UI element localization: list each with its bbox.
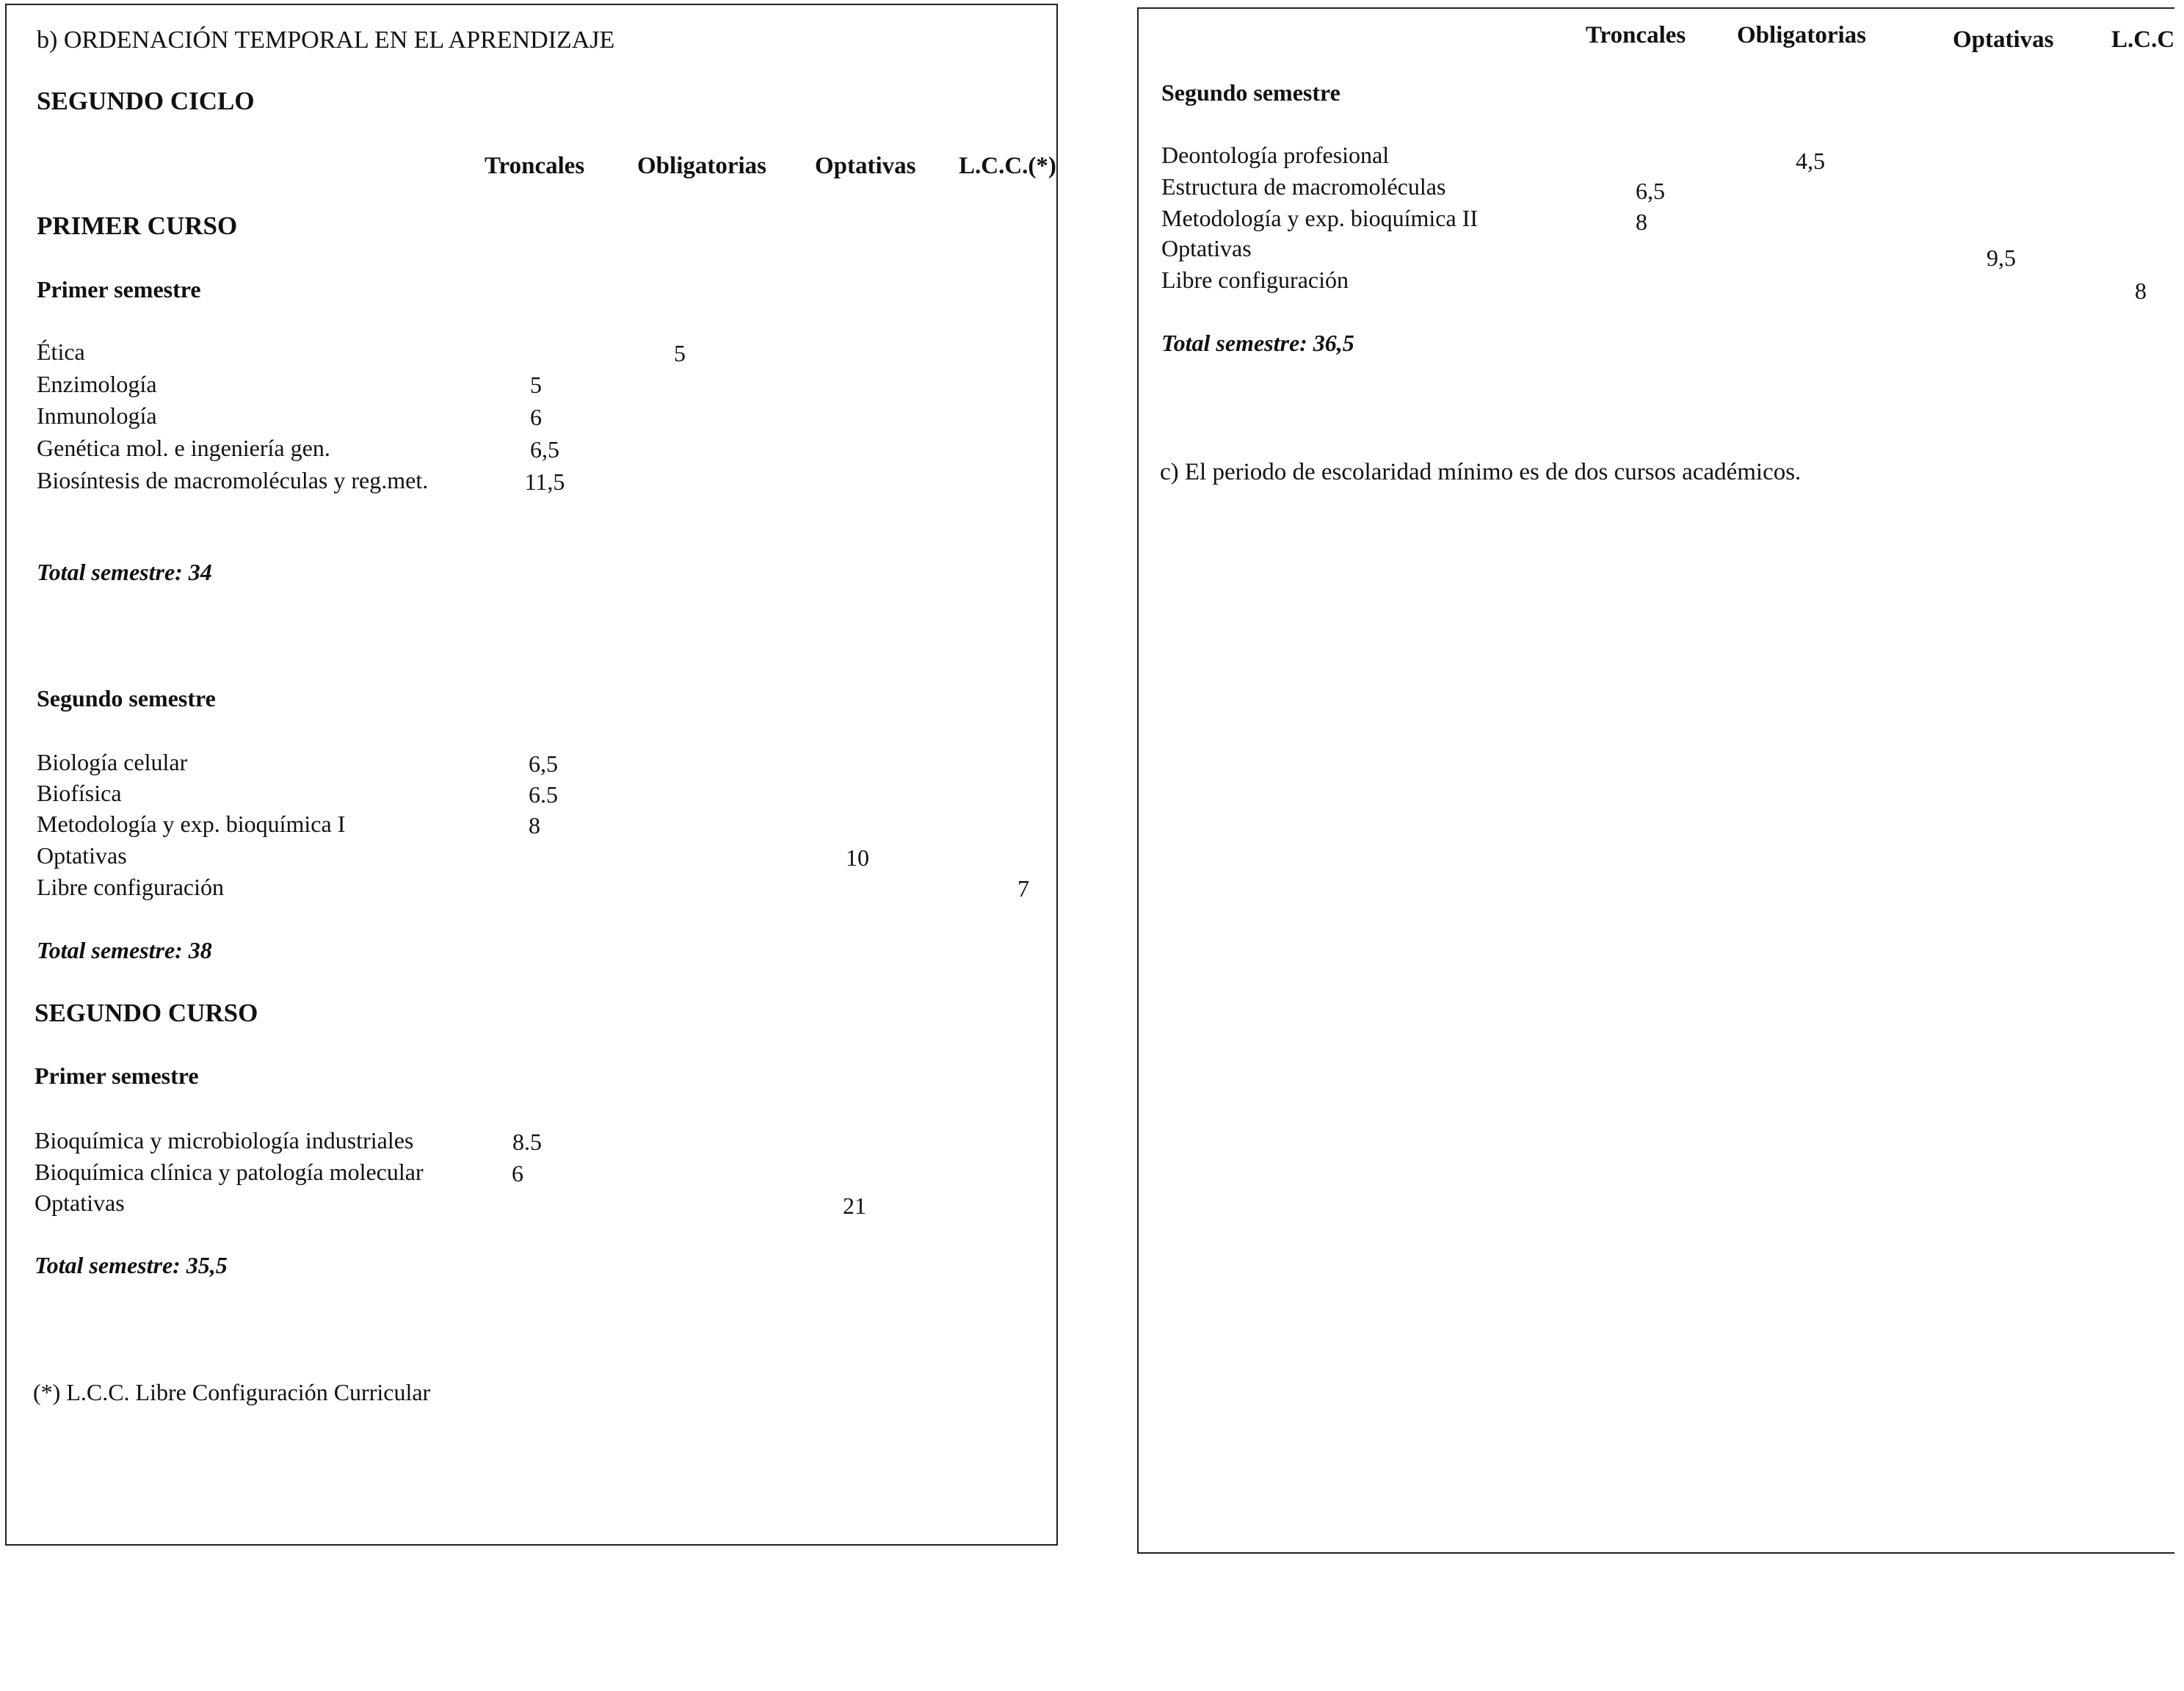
first-course-title: PRIMER CURSO: [37, 211, 238, 240]
second-course-title: SEGUNDO CURSO: [35, 999, 258, 1027]
subject-name: Optativas: [1161, 235, 1252, 261]
semester-title: Segundo semestre: [37, 685, 216, 711]
subject-name: Optativas: [35, 1190, 125, 1216]
troncales-value: 8.5: [512, 1129, 542, 1155]
subject-name: Bioquímica clínica y patología molecular: [35, 1159, 424, 1185]
cycle-title: SEGUNDO CICLO: [37, 87, 255, 115]
obligatorias-value: 5: [674, 340, 686, 366]
subject-name: Biofísica: [37, 780, 122, 806]
semester-total: Total semestre: 35,5: [35, 1252, 228, 1278]
col-header-lcc: L.C.C: [2111, 26, 2175, 53]
subject-name: Libre configuración: [37, 874, 224, 900]
optativas-value: 10: [846, 844, 869, 871]
troncales-value: 6: [512, 1160, 523, 1187]
subject-name: Metodología y exp. bioquímica II: [1161, 205, 1479, 231]
semester-title: Primer semestre: [35, 1062, 199, 1089]
right-page-panel: [1137, 7, 2174, 1554]
subject-name: Enzimología: [37, 371, 157, 397]
subject-name: Bioquímica y microbiología industriales: [35, 1127, 414, 1154]
col-header-obligatorias: Obligatorias: [1737, 22, 1867, 48]
subject-name: Estructura de macromoléculas: [1161, 173, 1446, 200]
troncales-value: 8: [529, 812, 540, 839]
semester-total: Total semestre: 34: [37, 559, 212, 585]
col-header-troncales: Troncales: [1586, 22, 1686, 48]
footnote: (*) L.C.C. Libre Configuración Curricular: [33, 1379, 431, 1405]
subject-name: Genética mol. e ingeniería gen.: [37, 435, 330, 461]
lcc-value: 8: [2135, 278, 2147, 304]
troncales-value: 6,5: [530, 436, 559, 463]
subject-name: Optativas: [37, 842, 127, 869]
subject-name: Ética: [37, 338, 85, 365]
col-header-lcc: L.C.C.(*): [959, 153, 1056, 179]
optativas-value: 21: [843, 1192, 866, 1219]
minimum-period-note: c) El periodo de escolaridad mínimo es de dos cursos académicos.: [1160, 459, 1802, 485]
subject-name: Inmunología: [37, 402, 157, 429]
col-header-obligatorias: Obligatorias: [637, 153, 767, 179]
troncales-value: 8: [1636, 209, 1647, 235]
col-header-optativas: Optativas: [1953, 26, 2054, 53]
semester-title: Segundo semestre: [1161, 79, 1340, 106]
troncales-value: 6.5: [529, 781, 558, 808]
subject-name: Metodología y exp. bioquímica I: [37, 811, 346, 837]
optativas-value: 9,5: [1987, 245, 2016, 271]
troncales-value: 6,5: [529, 750, 558, 777]
col-header-optativas: Optativas: [815, 153, 916, 179]
section-title: b) ORDENACIÓN TEMPORAL EN EL APRENDIZAJE: [37, 26, 615, 54]
subject-name: Biología celular: [37, 749, 188, 775]
semester-title: Primer semestre: [37, 276, 201, 303]
semester-total: Total semestre: 38: [37, 937, 212, 963]
col-header-troncales: Troncales: [485, 153, 585, 179]
troncales-value: 11,5: [524, 468, 565, 495]
obligatorias-value: 4,5: [1796, 148, 1825, 174]
semester-total: Total semestre: 36,5: [1161, 330, 1354, 356]
troncales-value: 6,5: [1636, 178, 1665, 204]
troncales-value: 5: [530, 372, 542, 398]
subject-name: Deontología profesional: [1161, 142, 1390, 168]
lcc-value: 7: [1017, 875, 1029, 902]
subject-name: Biosíntesis de macromoléculas y reg.met.: [37, 467, 429, 493]
troncales-value: 6: [530, 404, 542, 430]
subject-name: Libre configuración: [1161, 267, 1349, 293]
